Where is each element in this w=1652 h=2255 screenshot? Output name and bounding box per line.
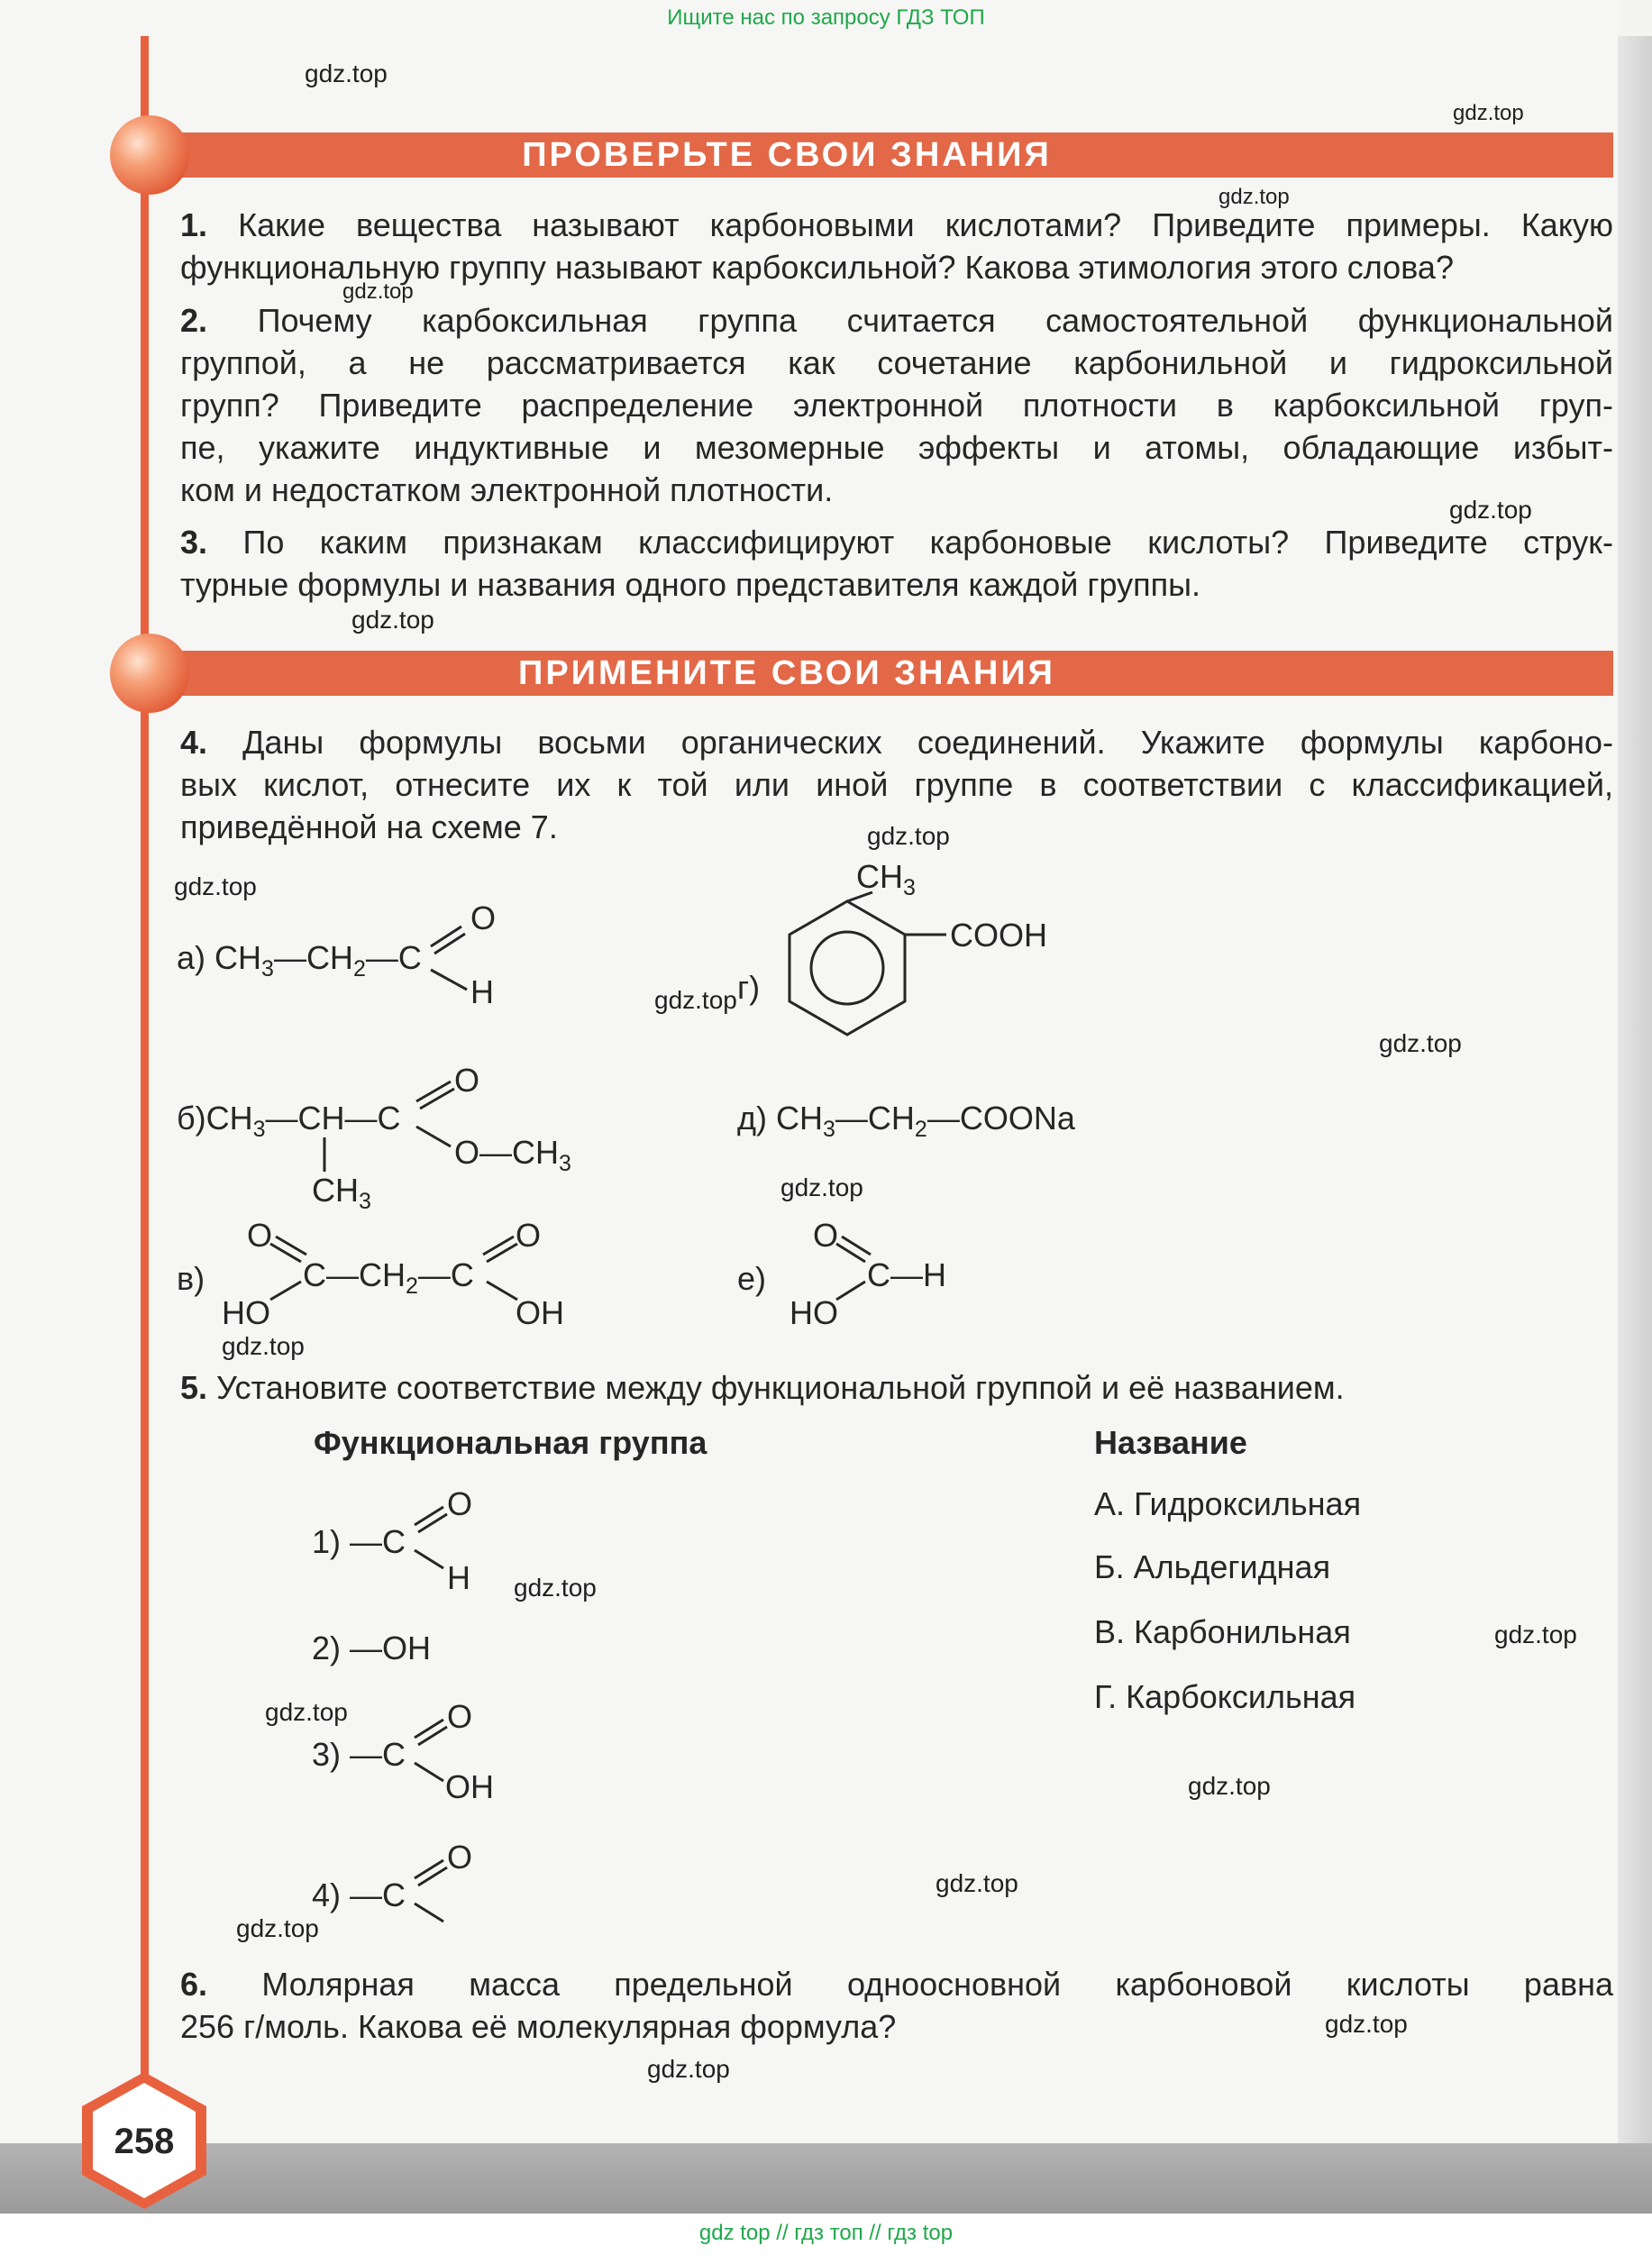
item-number: 2) (312, 1630, 342, 1666)
atom: CH (359, 1256, 406, 1293)
group-3 (312, 1736, 406, 1774)
question-number: 3. (180, 524, 208, 561)
atom-group: COONa (959, 1100, 1075, 1137)
watermark: gdz.top (867, 822, 950, 850)
formula-g-methyl (856, 858, 916, 901)
atom-O: O (454, 1062, 480, 1099)
watermark: gdz.top (1188, 1772, 1271, 1800)
question-6 (180, 1963, 1613, 2048)
question-text: вых кислот, отнесите их к той или иной группе в соответствии с классификацией, (180, 766, 1613, 803)
formula-label: а) (177, 939, 206, 976)
subscript: 2 (914, 1117, 927, 1142)
formula-b-branch (312, 1172, 371, 1215)
question-text: 256 г/моль. Какова её молекулярная формула? (180, 2008, 897, 2045)
item-number: 1) (312, 1523, 342, 1560)
formula-b-methoxy (454, 1134, 571, 1177)
formula-g-cooh: COOH (950, 917, 1047, 954)
watermark: gdz.top (351, 606, 434, 634)
bond: — (365, 939, 398, 976)
bond: — (326, 1256, 359, 1293)
bond: — (835, 1100, 868, 1137)
name-option-a: А. Гидроксильная (1094, 1485, 1362, 1522)
atom: CH (306, 939, 353, 976)
atom: H (923, 1256, 946, 1293)
bond: — (890, 1256, 923, 1293)
question-text: Какие вещества называют карбоновыми кислотами? Приведите примеры. Какую (238, 206, 1613, 243)
subscript: 3 (252, 1117, 266, 1142)
top-banner[interactable]: Ищите нас по запросу ГДЗ ТОП (667, 5, 985, 30)
question-text: группой, а не рассматривается как сочетание карбонильной и гидроксильной (180, 344, 1613, 381)
atom-O: O (813, 1217, 839, 1254)
atom: CH (312, 1172, 359, 1209)
question-text: ком и недостатком электронной плотности. (180, 471, 834, 508)
formula-label: г) (737, 969, 761, 1006)
formula-a (177, 939, 422, 982)
atom-group: —OH (350, 1630, 432, 1666)
subscript: 2 (406, 1274, 418, 1299)
name-option-v: В. Карбонильная (1094, 1613, 1351, 1650)
atom-H: H (447, 1559, 470, 1596)
watermark: gdz.top (780, 1173, 863, 1201)
atom-O: O (447, 1839, 473, 1876)
formula-e-ch (867, 1256, 946, 1294)
atom-H: H (470, 973, 494, 1010)
watermark: gdz.top (654, 986, 737, 1014)
bond: — (350, 1523, 383, 1560)
question-number: 1. (180, 206, 208, 243)
watermark: gdz.top (236, 1914, 319, 1942)
question-text: функциональную группу называют карбоксильной? Какова этимология этого слова? (180, 249, 1454, 286)
footer-links[interactable]: gdz top // гдз топ // гдз top (0, 2214, 1652, 2255)
watermark: gdz.top (1218, 185, 1290, 209)
atom: C (303, 1256, 326, 1293)
formula-v-chain (303, 1256, 474, 1300)
watermark: gdz.top (174, 872, 257, 900)
atom-O: O (247, 1217, 273, 1254)
name-option-g: Г. Карбоксильная (1094, 1678, 1356, 1715)
bond: — (926, 1100, 960, 1137)
formula-label: в) (177, 1260, 205, 1297)
atom: CH (856, 858, 903, 895)
atom-HO: HO (789, 1294, 838, 1331)
bond: — (350, 1736, 383, 1773)
watermark: gdz.top (1449, 496, 1532, 524)
subscript: 3 (823, 1117, 835, 1142)
subscript: 3 (559, 1151, 571, 1176)
atom-O: O (447, 1698, 473, 1735)
page-number-badge (77, 2068, 212, 2213)
watermark: gdz.top (265, 1698, 348, 1726)
group-4 (312, 1876, 406, 1914)
atom: O (454, 1134, 480, 1171)
subscript: 3 (359, 1189, 371, 1214)
question-text: Установите соответствие между функциональной группой и её названием. (216, 1369, 1345, 1406)
question-text: Почему карбоксильная группа считается самостоятельной функциональной (257, 302, 1613, 339)
watermark: gdz.top (305, 59, 388, 87)
atom-OH: OH (445, 1768, 494, 1805)
question-number: 2. (180, 302, 208, 339)
atom: C (382, 1523, 406, 1560)
atom: CH (512, 1134, 560, 1171)
bond: — (350, 1876, 383, 1913)
group-1 (312, 1523, 406, 1561)
column-header-name: Название (1094, 1424, 1247, 1461)
bond: — (417, 1256, 451, 1293)
atom: CH (205, 1100, 253, 1137)
question-text: групп? Приведите распределение электронной плотности в карбоксильной груп- (180, 387, 1613, 424)
watermark: gdz.top (647, 2055, 730, 2083)
question-5 (180, 1366, 1613, 1409)
group-2 (312, 1630, 431, 1667)
section-title: ПРИМЕНИТЕ СВОИ ЗНАНИЯ (518, 654, 1055, 692)
watermark: gdz.top (342, 279, 414, 304)
question-text: приведённой на схеме 7. (180, 808, 558, 845)
question-number: 6. (180, 1966, 208, 2003)
question-text: Даны формулы восьми органических соединений. Укажите формулы карбоно- (242, 724, 1613, 761)
page-number: 258 (114, 2122, 175, 2161)
formula-label: б) (177, 1100, 206, 1137)
question-text: Молярная масса предельной одноосновной карбоновой кислоты равна (261, 1966, 1613, 2003)
watermark: gdz.top (514, 1574, 597, 1602)
atom-O: O (470, 899, 497, 936)
subscript: 3 (903, 875, 916, 900)
formula-b (177, 1100, 401, 1143)
watermark: gdz.top (1494, 1620, 1577, 1648)
question-text: турные формулы и названия одного представителя каждой группы. (180, 566, 1200, 603)
watermark: gdz.top (1379, 1029, 1462, 1057)
formula-label: е) (737, 1260, 767, 1297)
name-option-b: Б. Альдегидная (1094, 1548, 1331, 1585)
formula-label: д) (737, 1100, 767, 1137)
watermark: gdz.top (222, 1332, 305, 1360)
atom-HO: HO (222, 1294, 270, 1331)
question-text: пе, укажите индуктивные и мезомерные эффекты и атомы, обладающие избыт- (180, 429, 1613, 466)
column-header-group: Функциональная группа (314, 1424, 707, 1461)
atom: C (397, 939, 422, 976)
atom: C (377, 1100, 401, 1137)
subscript: 3 (261, 956, 274, 981)
watermark: gdz.top (936, 1869, 1018, 1897)
bond: — (479, 1134, 513, 1171)
atom: C (382, 1736, 406, 1773)
atom: CH (297, 1100, 345, 1137)
bond: — (273, 939, 306, 976)
item-number: 4) (312, 1876, 342, 1913)
atom-O: O (447, 1485, 473, 1522)
formula-d (737, 1100, 1075, 1143)
atom-OH: OH (516, 1294, 564, 1331)
atom: CH (867, 1100, 915, 1137)
bond: — (265, 1100, 298, 1137)
atom: C (867, 1256, 890, 1293)
question-number: 4. (180, 724, 208, 761)
atom: CH (214, 939, 262, 976)
watermark: gdz.top (1325, 2010, 1408, 2038)
section-title: ПРОВЕРЬТЕ СВОИ ЗНАНИЯ (522, 136, 1052, 174)
question-number: 5. (180, 1369, 208, 1406)
atom-O: O (516, 1217, 542, 1254)
atom: CH (776, 1100, 824, 1137)
subscript: 2 (352, 956, 366, 981)
question-text: По каким признакам классифицируют карбоновые кислоты? Приведите струк- (242, 524, 1613, 561)
atom: C (450, 1256, 474, 1293)
item-number: 3) (312, 1736, 342, 1773)
atom: C (382, 1876, 406, 1913)
bond: — (344, 1100, 378, 1137)
watermark: gdz.top (1453, 101, 1524, 125)
